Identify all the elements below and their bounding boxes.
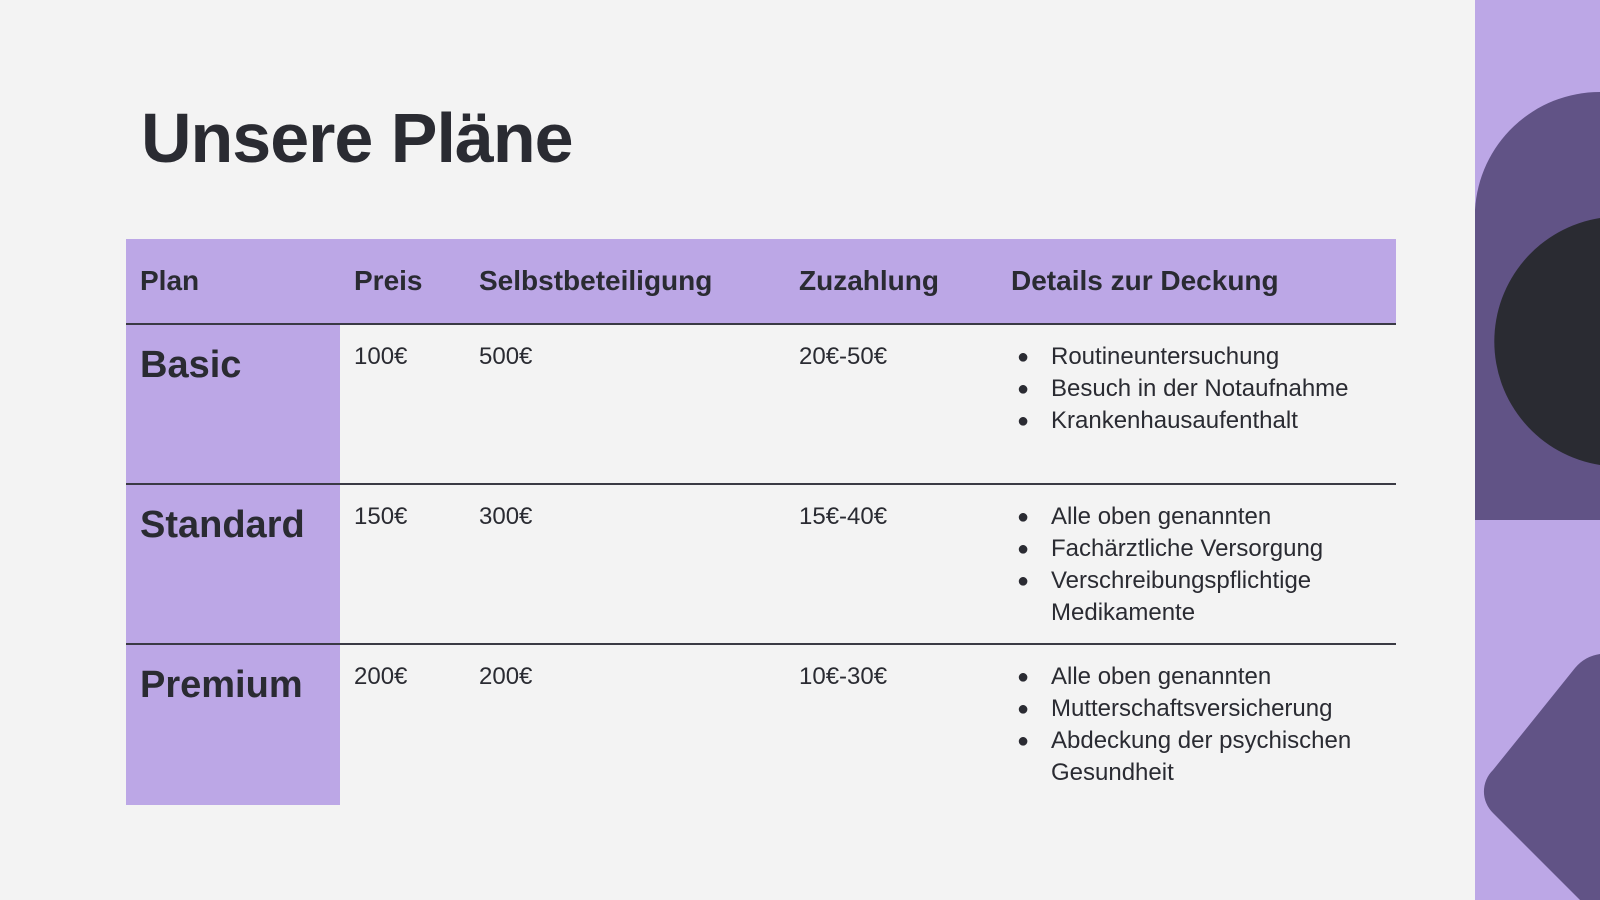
selbstbeteiligung-cell: 500€ [479,343,533,370]
header-plan: Plan [140,265,200,296]
plan-cell [126,325,340,483]
details-cell [997,485,1396,643]
bullet-icon: ● [1017,506,1030,528]
selbstbeteiligung-cell: 200€ [479,663,533,690]
header-zuzahlung: Zuzahlung [799,265,939,296]
details-list [997,325,1396,437]
table-header-row [126,239,1396,325]
preis-cell: 200€ [354,663,408,690]
page-title: Unsere Pläne [141,99,573,177]
bullet-icon: ● [1017,666,1030,688]
plan-name-basic: Basic [140,344,242,386]
list-item: ● Alle oben genannten [1011,661,1396,693]
details-cell [997,645,1396,805]
details-cell [997,325,1396,483]
list-item: ● Alle oben genannten [1011,501,1396,533]
bullet-icon: ● [1017,410,1030,432]
zuzahlung-cell: 20€-50€ [799,343,888,370]
bullet-icon: ● [1017,730,1030,752]
zuzahlung-cell: 15€-40€ [799,503,888,530]
table-row [126,485,1396,645]
list-item: ● Mutterschaftsversicherung [1011,693,1396,725]
bullet-icon: ● [1017,346,1030,368]
zuzahlung-cell: 10€-30€ [799,663,888,690]
bullet-icon: ● [1017,378,1030,400]
plans-table [126,239,1396,805]
bullet-icon: ● [1017,538,1030,560]
plan-cell [126,485,340,643]
decorative-shapes-icon [1475,0,1600,900]
list-item: ● Abdeckung der psychischen Gesundheit [1017,727,1352,786]
bullet-icon: ● [1017,570,1030,592]
selbstbeteiligung-cell: 300€ [479,503,533,530]
details-list [997,485,1396,629]
list-item: ● Krankenhausaufenthalt [1011,405,1396,437]
list-item: ● Verschreibungspflichtige Medikamente [1017,567,1312,626]
table-row [126,325,1396,485]
details-list [997,645,1396,789]
list-item: ● Besuch in der Notaufnahme [1011,373,1396,405]
header-preis: Preis [354,265,423,296]
header-details: Details zur Deckung [1011,265,1279,296]
list-item: ● Routineuntersuchung [1011,341,1396,373]
preis-cell: 150€ [354,503,408,530]
list-item: ● Fachärztliche Versorgung [1011,533,1396,565]
header-selbstbeteiligung: Selbstbeteiligung [479,265,713,296]
decorative-strip [1475,0,1600,900]
plan-name-premium: Premium [140,664,303,706]
preis-cell: 100€ [354,343,408,370]
plan-cell [126,645,340,805]
bullet-icon: ● [1017,698,1030,720]
table-row [126,645,1396,805]
plan-name-standard: Standard [140,504,305,546]
